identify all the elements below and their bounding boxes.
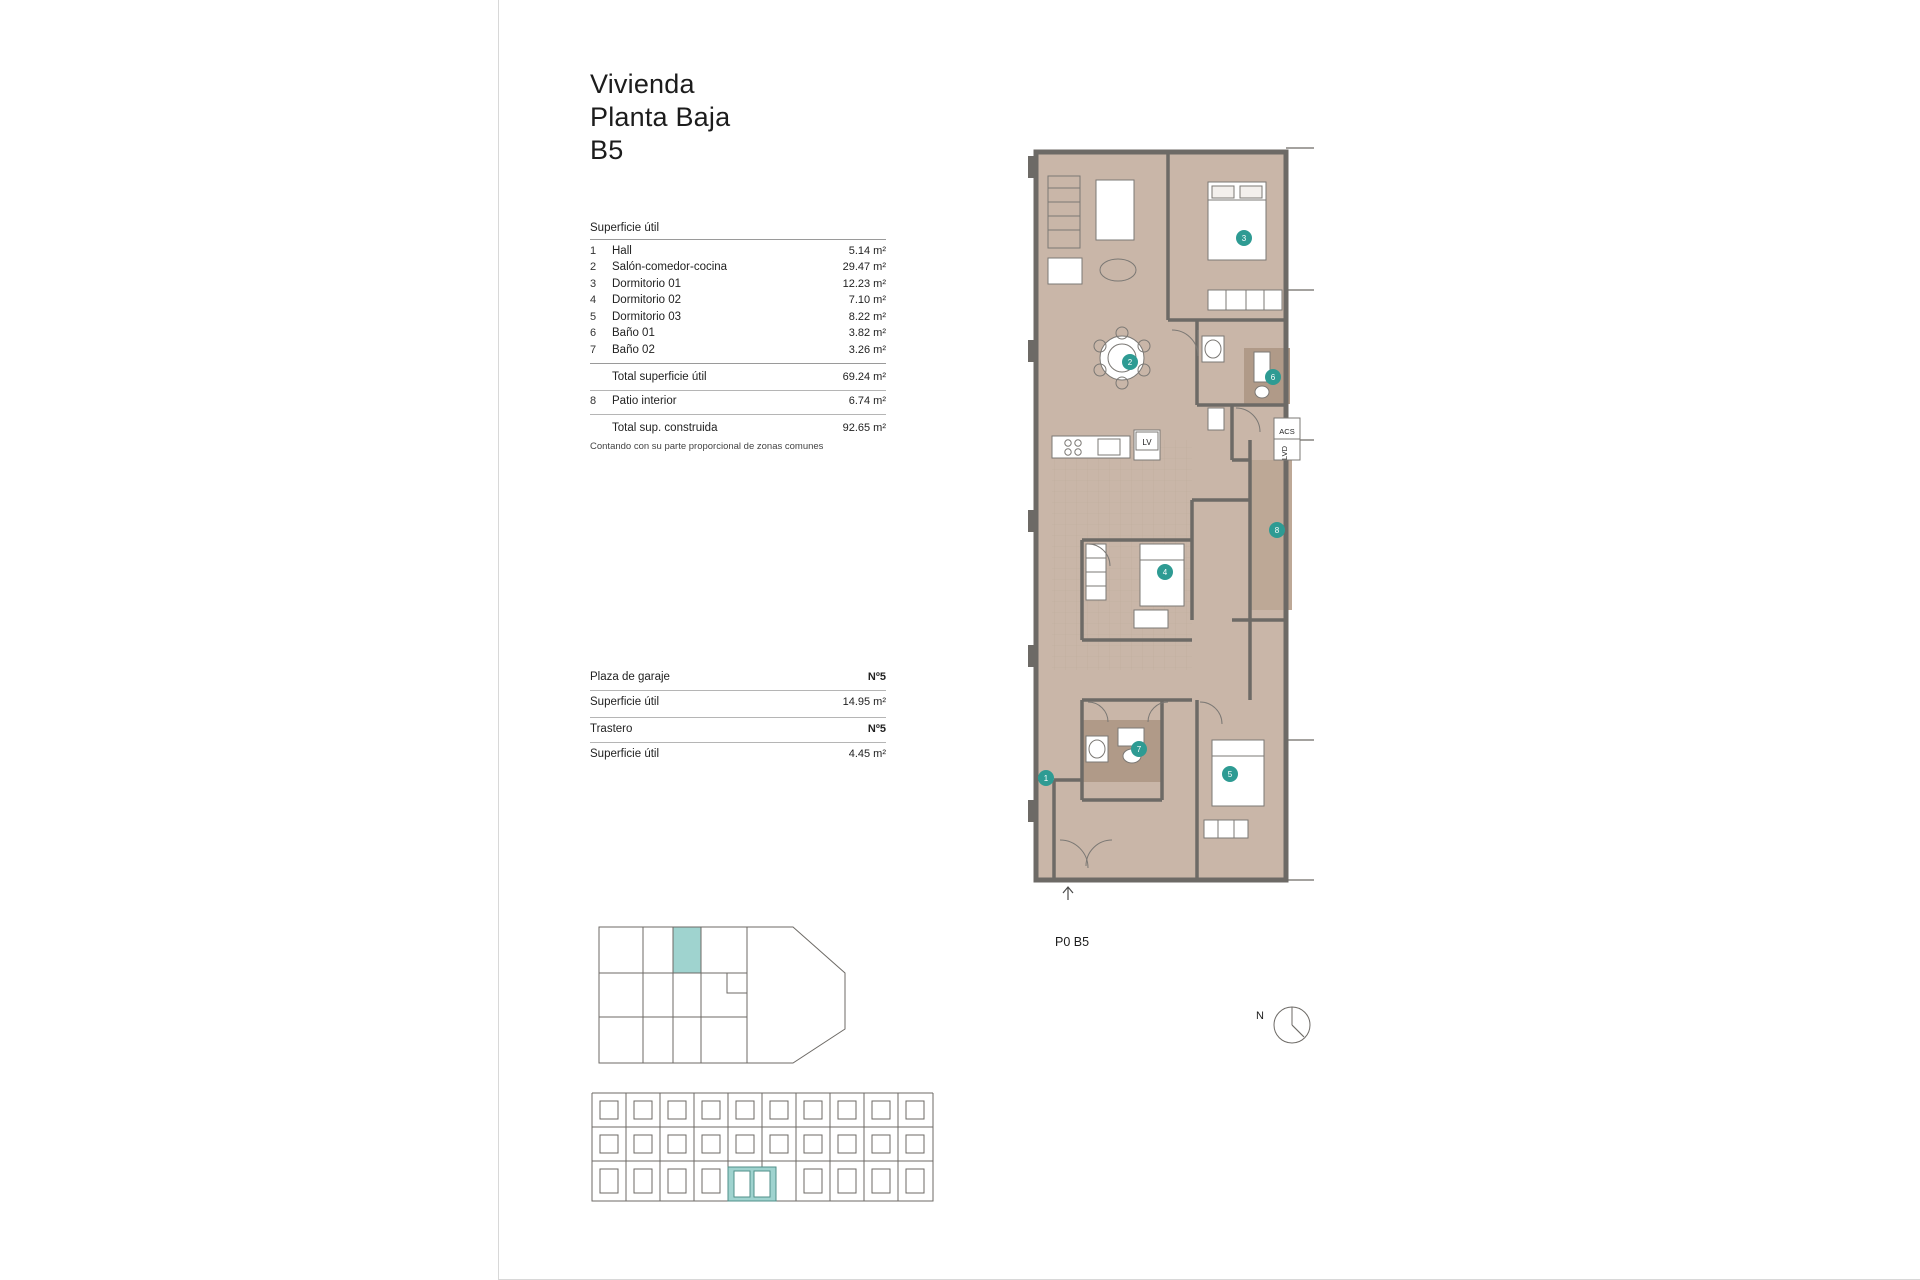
total-built-value: 92.65 m²: [842, 422, 886, 434]
storage-surface-row: [590, 743, 886, 760]
north-label: N: [1256, 1010, 1264, 1022]
page-title: [590, 68, 730, 167]
lvd-label: LVD: [1280, 445, 1289, 461]
storage-row: [590, 718, 886, 735]
storage-label: Trastero: [590, 723, 633, 735]
floor-plan-drawing: [1022, 140, 1342, 900]
svg-text:7: 7: [1136, 745, 1142, 754]
storage-surface-label: Superficie útil: [590, 748, 660, 760]
svg-text:8: 8: [1274, 526, 1280, 535]
site-key-plan: [597, 925, 847, 1065]
compass-rose: [1250, 995, 1330, 1055]
row-value: 3.26 m²: [848, 343, 886, 356]
row-number: 2: [590, 261, 597, 273]
entrance-label: P0 B5: [1055, 935, 1090, 949]
row-value: 6.74 m²: [848, 395, 886, 407]
garage-surface-label: Superficie útil: [590, 696, 660, 708]
highlighted-elevation-unit: [728, 1167, 776, 1201]
row-value: 3.82 m²: [848, 327, 886, 339]
garage-row: [590, 666, 886, 683]
title-line-1: Vivienda: [590, 69, 695, 99]
title-line-2: Planta Baja: [590, 102, 731, 132]
table-row: [590, 306, 886, 323]
extras-table: [590, 666, 886, 760]
row-label: Hall: [612, 244, 632, 257]
row-number: 6: [590, 327, 597, 339]
svg-text:2: 2: [1127, 358, 1133, 367]
table-row: [590, 339, 886, 356]
building-elevation: [590, 1075, 935, 1215]
garage-surface-value: 14.95 m²: [842, 696, 886, 708]
total-built-row: [590, 415, 886, 434]
row-label: Baño 02: [612, 343, 655, 356]
title-line-3: B5: [590, 135, 624, 165]
row-label: Dormitorio 01: [612, 277, 682, 290]
storage-surface-value: 4.45 m²: [848, 748, 886, 760]
table-row: [590, 391, 886, 408]
plan-services-box: [1274, 418, 1300, 460]
total-useful-row: [590, 364, 886, 383]
svg-text:5: 5: [1227, 770, 1233, 779]
acs-label: ACS: [1279, 427, 1295, 436]
row-value: 5.14 m²: [848, 244, 886, 257]
storage-value: Nº5: [867, 723, 886, 735]
svg-text:3: 3: [1241, 234, 1247, 243]
highlighted-unit: [673, 927, 701, 973]
garage-value: Nº5: [867, 671, 886, 683]
table-row: [590, 323, 886, 340]
svg-text:1: 1: [1043, 774, 1049, 783]
row-value: 29.47 m²: [842, 261, 886, 273]
row-label: Baño 01: [612, 327, 655, 339]
total-useful-label: Total superficie útil: [612, 370, 707, 383]
table-row: [590, 273, 886, 290]
total-useful-value: 69.24 m²: [842, 370, 886, 383]
svg-text:4: 4: [1162, 568, 1168, 577]
row-value: 7.10 m²: [848, 294, 886, 306]
table-row: [590, 240, 886, 257]
row-value: 12.23 m²: [842, 277, 886, 290]
surface-table-note: Contando con su parte proporcional de zonas comunes: [590, 441, 824, 452]
row-label: Salón-comedor-cocina: [612, 261, 728, 273]
row-number: 4: [590, 294, 597, 306]
plan-lv-label: [1136, 432, 1158, 450]
row-value: 8.22 m²: [848, 310, 886, 323]
svg-text:6: 6: [1270, 373, 1276, 382]
row-number: 3: [590, 277, 597, 290]
surface-table-header: Superficie útil: [590, 222, 886, 240]
sheet-edge-vertical: [498, 0, 499, 1280]
row-number: 7: [590, 343, 597, 356]
entrance-arrow-icon: [1063, 887, 1073, 900]
row-number: 5: [590, 310, 597, 323]
total-built-label: Total sup. construida: [612, 422, 718, 434]
garage-label: Plaza de garaje: [590, 671, 670, 683]
row-label: Patio interior: [612, 395, 677, 407]
row-number: 1: [590, 244, 597, 257]
table-row: [590, 257, 886, 274]
svg-text:LV: LV: [1142, 438, 1152, 447]
row-label: Dormitorio 03: [612, 310, 682, 323]
row-label: Dormitorio 02: [612, 294, 682, 306]
row-number: 8: [590, 395, 597, 407]
garage-surface-row: [590, 691, 886, 708]
table-row: [590, 290, 886, 307]
surface-table: [590, 222, 890, 453]
